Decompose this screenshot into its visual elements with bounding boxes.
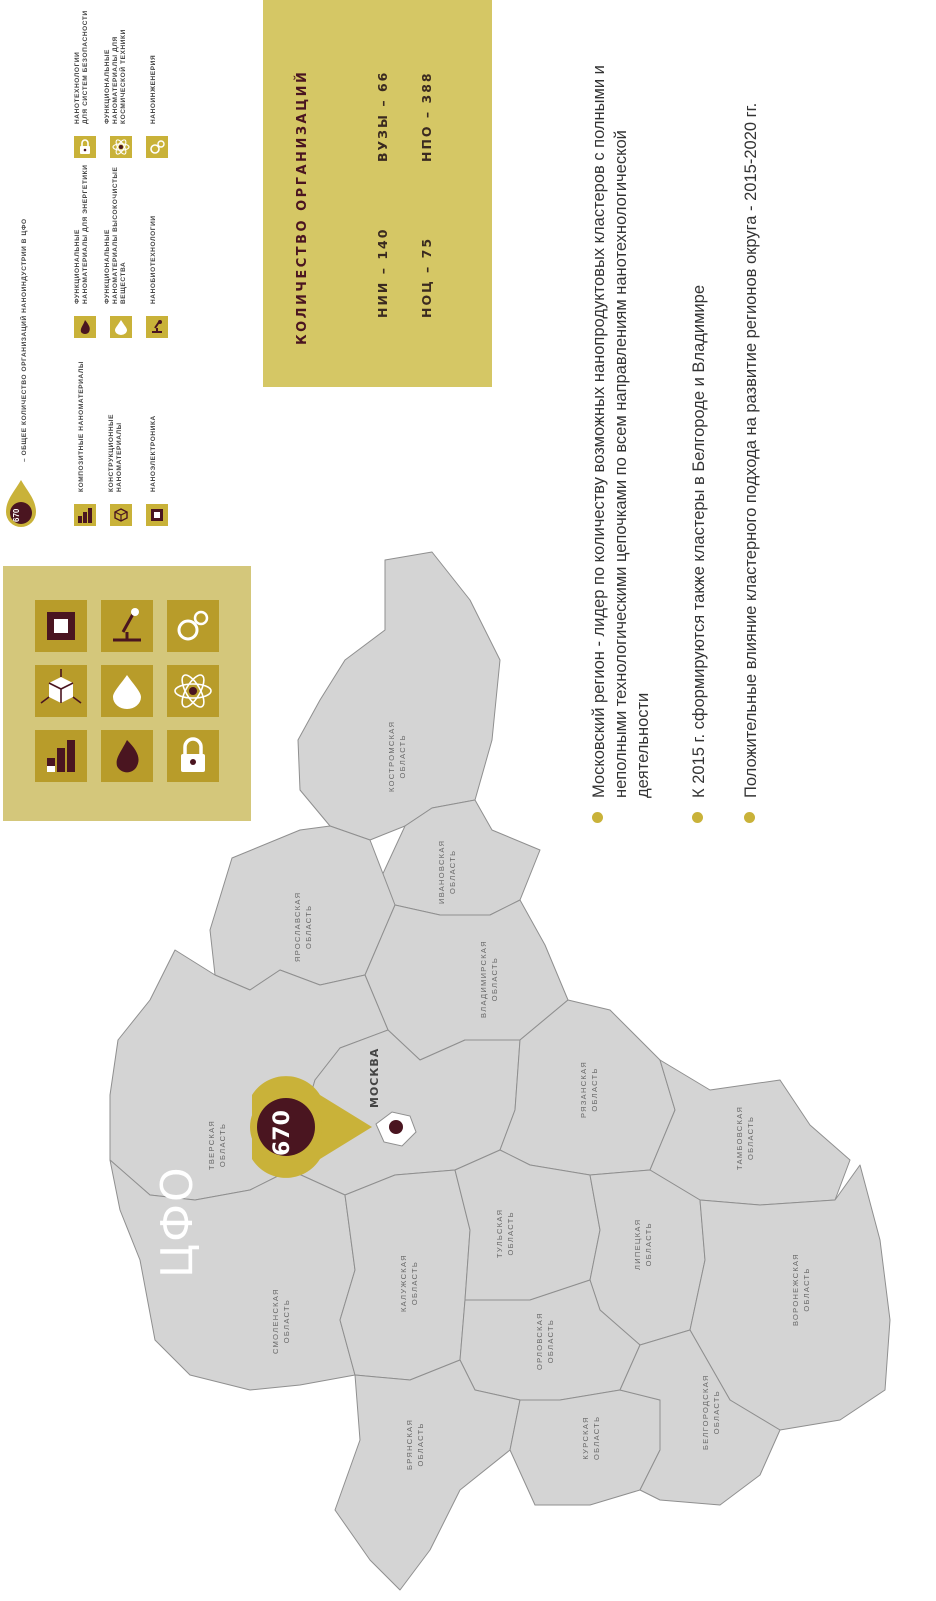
region-kostroma [298,552,500,840]
region-smolensk [110,1160,355,1390]
region-label: СМОЛЕНСКАЯ ОБЛАСТЬ [271,1288,291,1354]
region-label: ИВАНОВСКАЯ ОБЛАСТЬ [437,839,457,904]
region-label: КОСТРОМСКАЯ ОБЛАСТЬ [387,720,407,792]
pin-caption: – ОБЩЕЕ КОЛИЧЕСТВО ОРГАНИЗАЦИЙ НАНОИНДУСТРИИ В ЦФО [21,218,28,462]
legend-label: ФУНКЦИОНАЛЬНЫЕ НАНОМАТЕРИАЛЫ ДЛЯ КОСМИЧЕСКОЙ ТЕХНИКИ [104,29,127,124]
legend-label: НАНОТЕХНОЛОГИИ ДЛЯ СИСТЕМ БЕЗОПАСНОСТИ [74,10,89,124]
region-label: ЛИПЕЦКАЯ ОБЛАСТЬ [633,1218,653,1270]
legend-label: ФУНКЦИОНАЛЬНЫЕ НАНОМАТЕРИАЛЫ ВЫСОКОЧИСТЫЕ ВЕЩЕСТВА [104,166,127,304]
pin-value: 670 [12,508,21,522]
stat-nii: НИИ – 140 [375,227,390,318]
capital-label: МОСКВА [368,1047,381,1108]
legend-label: НАНОБИОТЕХНОЛОГИИ [150,215,157,304]
legend-label: КОМПОЗИТНЫЕ НАНОМАТЕРИАЛЫ [78,360,85,492]
region-label: ВОРОНЕЖСКАЯ ОБЛАСТЬ [791,1252,811,1326]
stat-npo: НПО – 388 [419,71,434,162]
legend-label: НАНОИНЖЕНЕРИЯ [150,54,157,124]
region-label: КАЛУЖСКАЯ ОБЛАСТЬ [399,1254,419,1312]
region-label: БРЯНСКАЯ ОБЛАСТЬ [405,1418,425,1470]
map-pin-value: 670 [270,1110,295,1156]
region-label: ОРЛОВСКАЯ ОБЛАСТЬ [535,1312,555,1370]
legend-label: КОНСТРУКЦИОННЫЕ НАНОМАТЕРИАЛЫ [108,413,123,492]
legend-label: ФУНКЦИОНАЛЬНЫЕ НАНОМАТЕРИАЛЫ ДЛЯ ЭНЕРГЕТИКИ [74,164,89,304]
region-label: ТВЕРСКАЯ ОБЛАСТЬ [207,1119,227,1170]
region-label: ТАМБОВСКАЯ ОБЛАСТЬ [735,1105,755,1170]
bullet-text: Положительные влияние кластерного подхода на развитие регионов округа - 2015-2020 гг. [742,102,760,798]
stats-title: КОЛИЧЕСТВО ОРГАНИЗАЦИЙ [295,69,310,345]
region-label: БЕЛГОРОДСКАЯ ОБЛАСТЬ [701,1374,721,1450]
stat-vuzy: ВУЗЫ – 66 [375,70,390,162]
bullet-text: Московский регион - лидер по количеству возможных нанопродуктовых кластеров с полными и неполными технологическими цепочками по всем направлениям нанотехнологической деятельности [590,65,652,798]
legend-label: НАНОЭЛЕКТРОНИКА [150,415,157,492]
region-bryansk [335,1360,520,1590]
region-label: ВЛАДИМИРСКАЯ ОБЛАСТЬ [479,940,499,1018]
region-label: КУРСКАЯ ОБЛАСТЬ [581,1415,601,1460]
bullet-text: К 2015 г. сформируются также кластеры в Белгороде и Владимире [690,285,708,798]
region-label: ЯРОСЛАВСКАЯ ОБЛАСТЬ [293,891,313,962]
moscow-dot [389,1120,403,1134]
stat-noc: НОЦ – 75 [419,236,434,318]
region-label: РЯЗАНСКАЯ ОБЛАСТЬ [579,1060,599,1118]
district-label: ЦФО [152,1165,203,1278]
region-label: ТУЛЬСКАЯ ОБЛАСТЬ [495,1208,515,1258]
